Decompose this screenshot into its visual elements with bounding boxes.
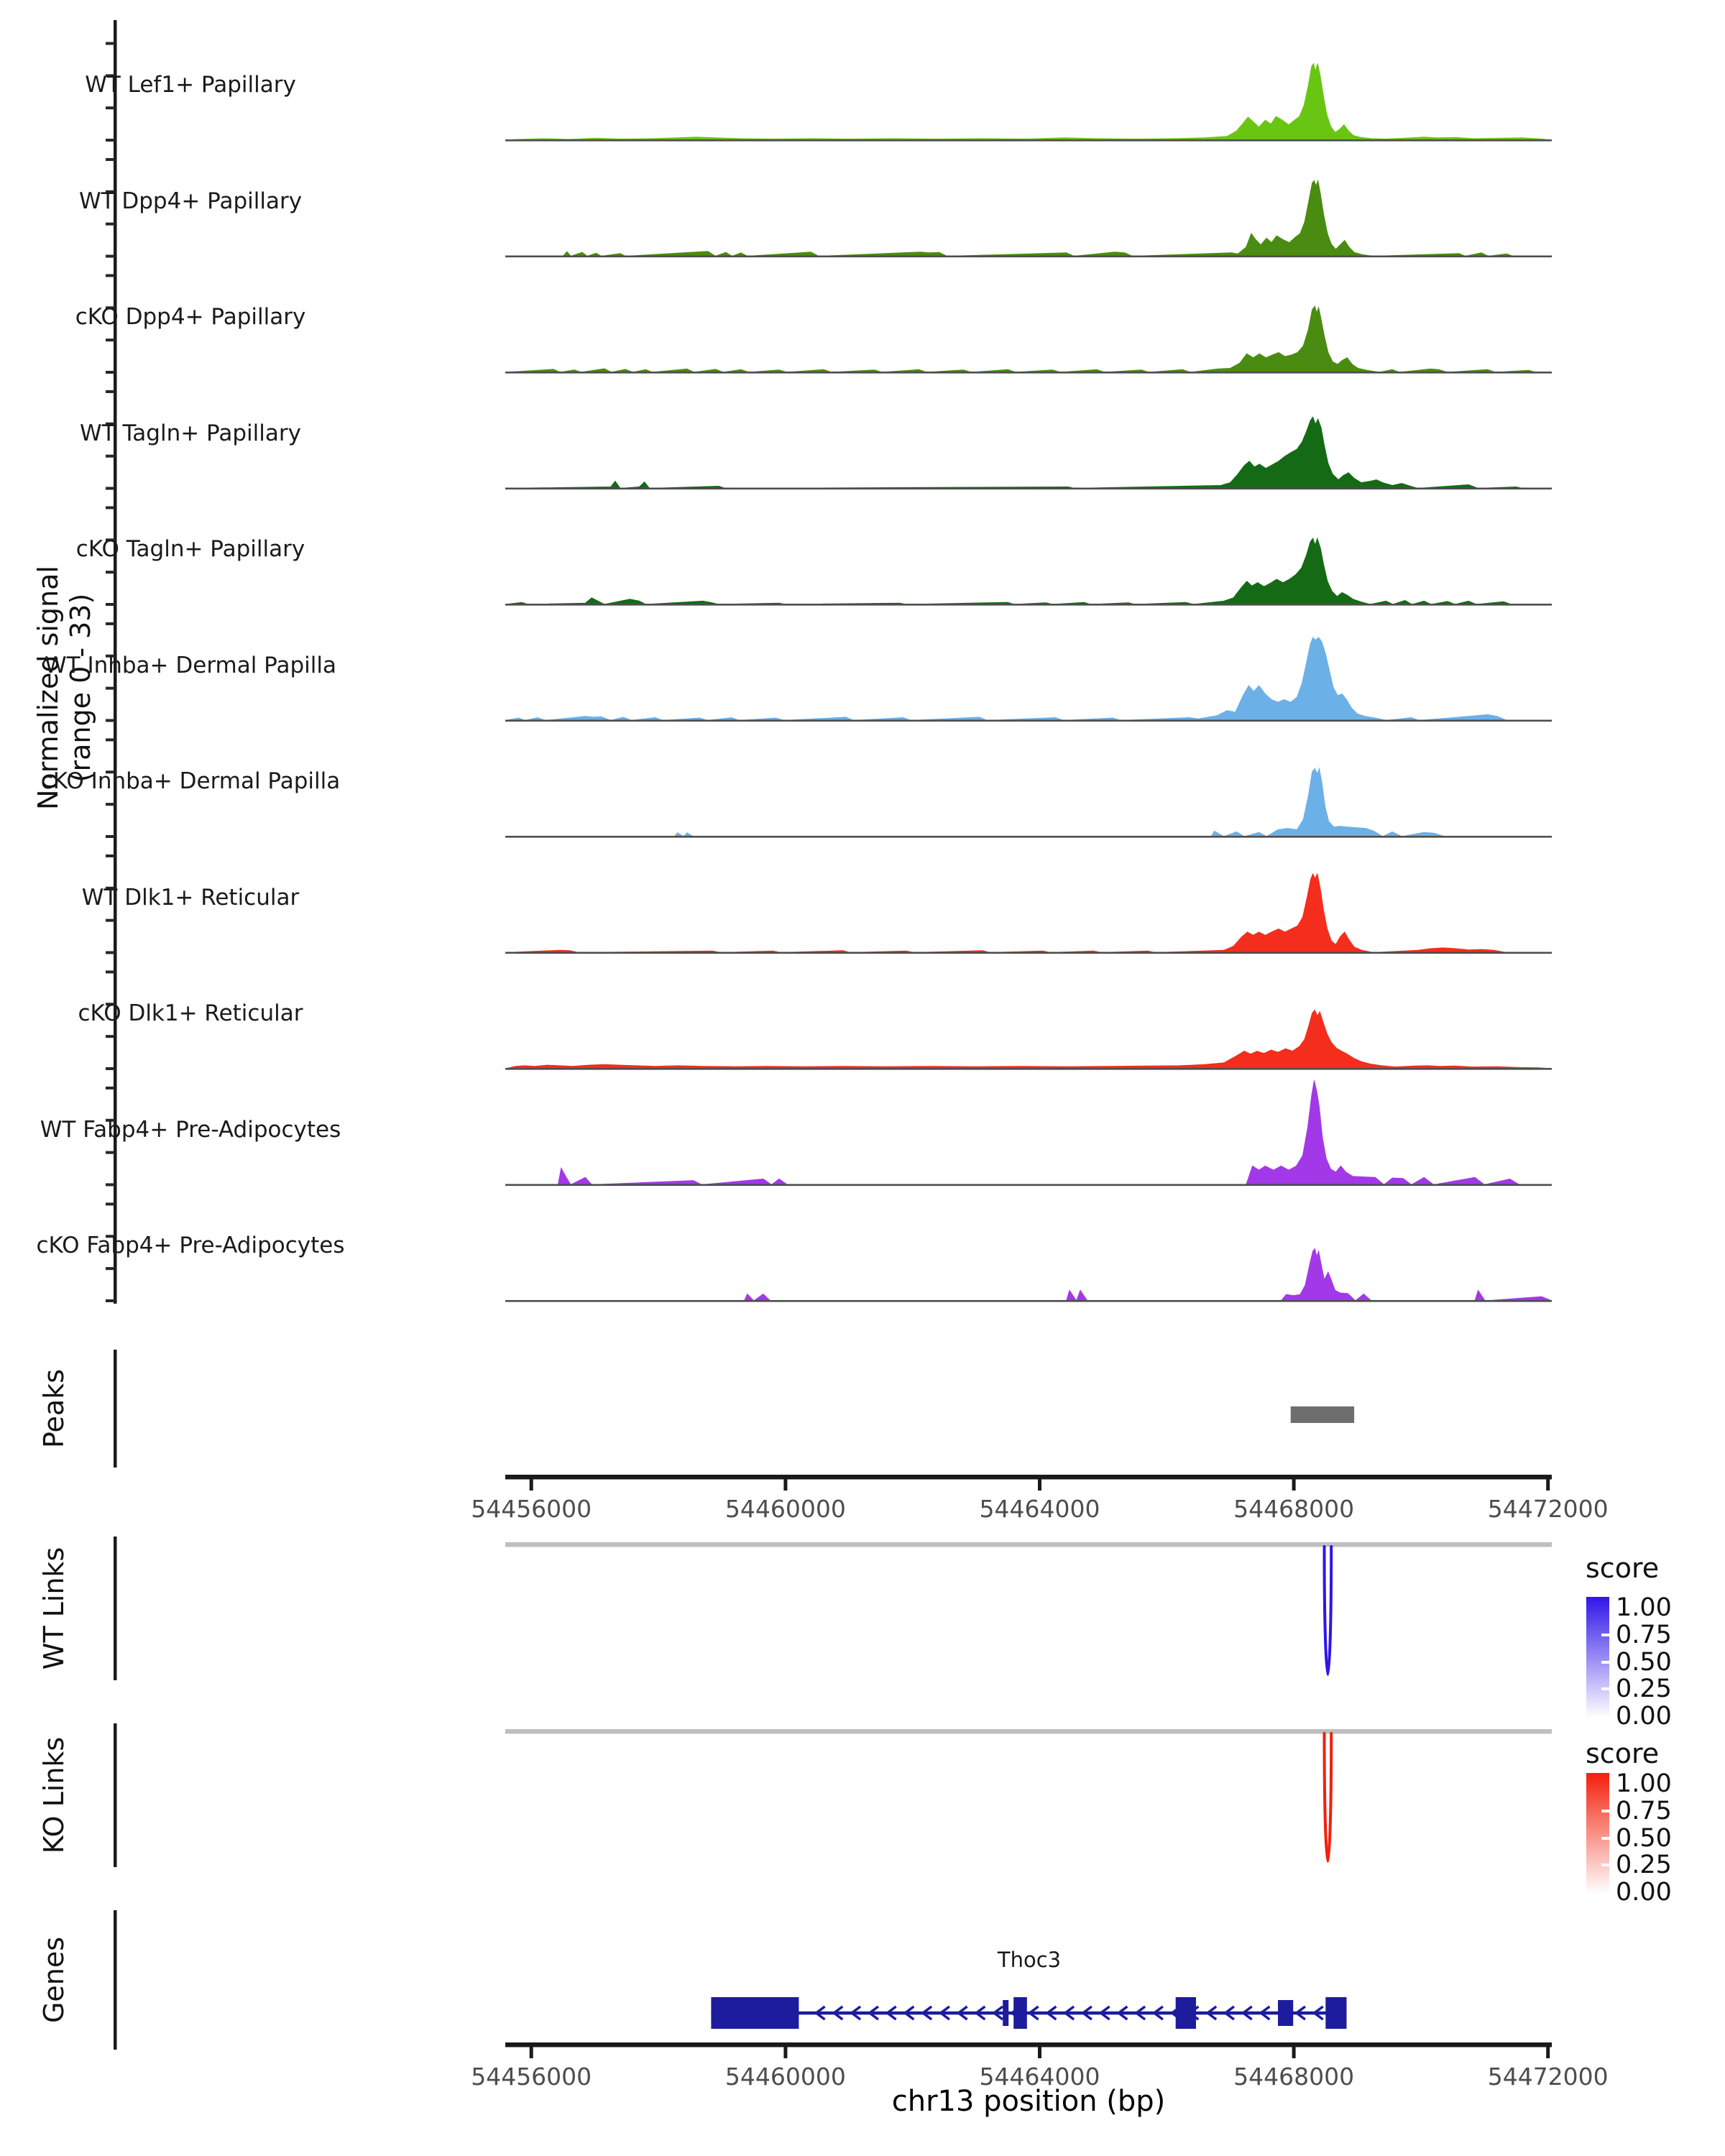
legend-tick-mark — [1601, 1810, 1609, 1812]
x-axis-tick-label: 54460000 — [724, 2063, 846, 2091]
coverage-area — [505, 637, 1552, 720]
legend-tick-label: 0.50 — [1616, 1647, 1672, 1677]
coverage-area — [505, 180, 1552, 256]
y-tick — [106, 738, 115, 741]
ko-legend-title: score — [1586, 1738, 1660, 1769]
y-tick — [106, 854, 115, 857]
y-tick — [106, 274, 115, 277]
y-tick — [106, 455, 115, 458]
y-tick — [106, 603, 115, 606]
gene-name-label: Thoc3 — [997, 1948, 1062, 1972]
signal-track-label: cKO Dpp4+ Papillary — [75, 304, 306, 330]
legend-tick-mark — [1601, 1687, 1609, 1690]
y-tick — [106, 919, 115, 922]
legend-tick-label: 0.50 — [1616, 1823, 1672, 1853]
y-tick — [106, 687, 115, 690]
y-tick — [106, 338, 115, 341]
y-tick — [106, 1151, 115, 1154]
x-axis-tick — [1546, 1479, 1550, 1491]
gene-exon-box — [1325, 1997, 1346, 2029]
genes-axis-line — [114, 1910, 117, 2050]
y-tick — [106, 371, 115, 374]
track-baseline — [505, 836, 1552, 838]
gene-exon-box — [1003, 2000, 1008, 2026]
y-tick — [106, 106, 115, 109]
legend-tick-label: 0.75 — [1616, 1620, 1672, 1649]
track-baseline — [505, 1300, 1552, 1302]
y-tick — [106, 835, 115, 838]
gene-exon-box — [1176, 1997, 1196, 2029]
signal-track-label: WT Fabp4+ Pre-Adipocytes — [40, 1116, 341, 1143]
x-axis-tick-label: 54468000 — [1233, 1495, 1355, 1523]
genes-track — [114, 1910, 1347, 2050]
y-tick — [106, 506, 115, 509]
y-tick — [106, 158, 115, 161]
x-axis-tick-label: 54464000 — [979, 1495, 1100, 1523]
legend-tick-mark — [1601, 1634, 1609, 1636]
x-axis-tick — [1038, 1479, 1041, 1491]
track-baseline — [505, 372, 1552, 374]
links-axis-line — [114, 1537, 117, 1680]
x-axis-tick-label: 54460000 — [724, 1495, 846, 1523]
y-tick — [106, 970, 115, 973]
y-tick — [106, 1184, 115, 1187]
signal-track-label: cKO Fabp4+ Pre-Adipocytes — [36, 1233, 345, 1258]
coverage-area — [505, 1249, 1552, 1302]
links-axis-line — [114, 1723, 117, 1867]
signal-track-label: WT Dpp4+ Papillary — [78, 188, 303, 214]
coverage-area — [505, 768, 1552, 837]
wt-legend-gradient-bar — [1586, 1597, 1609, 1718]
x-axis-tick-label: 54456000 — [471, 1495, 592, 1523]
y-tick — [106, 1035, 115, 1038]
gene-exon-box — [1013, 1997, 1027, 2029]
signal-track-label: WT Lef1+ Papillary — [85, 72, 296, 98]
signal-track-label: WT Tagln+ Papillary — [80, 420, 301, 446]
y-tick — [106, 390, 115, 393]
legend-tick-label: 0.00 — [1616, 1702, 1672, 1731]
legend-tick-mark — [1601, 1864, 1609, 1866]
y-tick — [106, 1267, 115, 1270]
coverage-area — [505, 63, 1552, 140]
x-axis — [505, 2042, 1552, 2058]
ko-links-track-label: KO Links — [38, 1736, 70, 1854]
ko-links-score-legend — [1581, 1738, 1725, 1968]
peaks-track-label: Peaks — [38, 1368, 70, 1449]
x-axis-tick — [1292, 1479, 1296, 1491]
track-baseline — [505, 1184, 1552, 1187]
track-baseline — [505, 488, 1552, 490]
coverage-area — [505, 306, 1552, 372]
x-axis-tick-label: 54464000 — [979, 2063, 1100, 2091]
x-axis-title: chr13 position (bp) — [891, 2085, 1166, 2118]
y-tick — [106, 952, 115, 954]
coverage-area — [505, 417, 1552, 488]
wt-links-track-label: WT Links — [38, 1547, 70, 1670]
x-axis-tick-label: 54456000 — [471, 2063, 592, 2091]
y-tick — [106, 139, 115, 142]
y-tick — [106, 622, 115, 625]
y-tick — [106, 571, 115, 573]
legend-tick-label: 0.25 — [1616, 1851, 1672, 1880]
y-tick — [106, 1067, 115, 1070]
x-axis-tick-label: 54472000 — [1487, 1495, 1609, 1523]
x-axis-tick-label: 54472000 — [1487, 2063, 1609, 2091]
signal-track-label: WT Dlk1+ Reticular — [81, 884, 300, 911]
peaks-track — [114, 1350, 1354, 1468]
links-baseline — [505, 1729, 1552, 1734]
y-tick — [106, 1087, 115, 1089]
links-track — [114, 1723, 1552, 1867]
x-axis-tick — [1546, 2047, 1550, 2058]
legend-tick-label: 1.00 — [1616, 1593, 1672, 1622]
peak-interval-bar — [1291, 1406, 1354, 1423]
coverage-area — [505, 1010, 1552, 1069]
links-baseline — [505, 1542, 1552, 1547]
x-axis-tick — [1292, 2047, 1296, 2058]
track-baseline — [505, 720, 1552, 722]
x-axis-tick — [783, 2047, 787, 2058]
coaccessibility-link-arc — [1325, 1547, 1332, 1674]
track-baseline — [505, 139, 1552, 142]
legend-tick-label: 0.25 — [1616, 1674, 1672, 1704]
legend-tick-label: 1.00 — [1616, 1769, 1672, 1798]
signal-track-label: WT Inhba+ Dermal Papilla — [45, 652, 336, 678]
gene-exon-box — [711, 1997, 799, 2029]
x-axis-tick — [783, 1479, 787, 1491]
signal-track-label: cKO Dlk1+ Reticular — [78, 1000, 303, 1026]
y-tick — [106, 1299, 115, 1302]
y-tick — [106, 803, 115, 806]
track-baseline — [505, 1068, 1552, 1070]
ko-legend-gradient-bar — [1586, 1773, 1609, 1894]
signal-track-label: cKO Inhba+ Dermal Papilla — [40, 768, 341, 794]
x-axis-tick-label: 54468000 — [1233, 2063, 1355, 2091]
y-tick — [106, 223, 115, 226]
legend-tick-mark — [1601, 1837, 1609, 1840]
genes-track-label: Genes — [38, 1936, 70, 2024]
track-baseline — [505, 952, 1552, 954]
y-tick — [106, 42, 115, 45]
wt-legend-title: score — [1586, 1552, 1660, 1584]
y-tick — [106, 1202, 115, 1205]
links-track — [114, 1537, 1552, 1680]
x-axis-line — [505, 1475, 1552, 1480]
y-tick — [106, 719, 115, 722]
y-tick — [106, 255, 115, 258]
track-baseline — [505, 604, 1552, 606]
y-tick — [106, 487, 115, 490]
coverage-area — [505, 538, 1552, 604]
y-axis-label-line1: Normalized signal — [32, 566, 65, 810]
legend-tick-label: 0.00 — [1616, 1878, 1672, 1907]
signal-track-label: cKO Tagln+ Papillary — [75, 536, 305, 562]
legend-tick-mark — [1601, 1661, 1609, 1664]
coverage-area — [505, 1081, 1552, 1185]
coverage-area — [505, 874, 1552, 953]
x-axis-line — [505, 2042, 1552, 2047]
peaks-axis-line — [114, 1350, 117, 1468]
track-baseline — [505, 256, 1552, 258]
x-axis-tick — [1038, 2047, 1041, 2058]
y-axis-label-line2: (range 0 - 33) — [65, 593, 96, 783]
gene-exon-box — [1278, 2000, 1293, 2026]
legend-tick-label: 0.75 — [1616, 1796, 1672, 1825]
x-axis-tick — [530, 2047, 533, 2058]
x-axis — [505, 1475, 1552, 1491]
coaccessibility-link-arc — [1325, 1733, 1332, 1861]
x-axis-tick — [530, 1479, 533, 1491]
